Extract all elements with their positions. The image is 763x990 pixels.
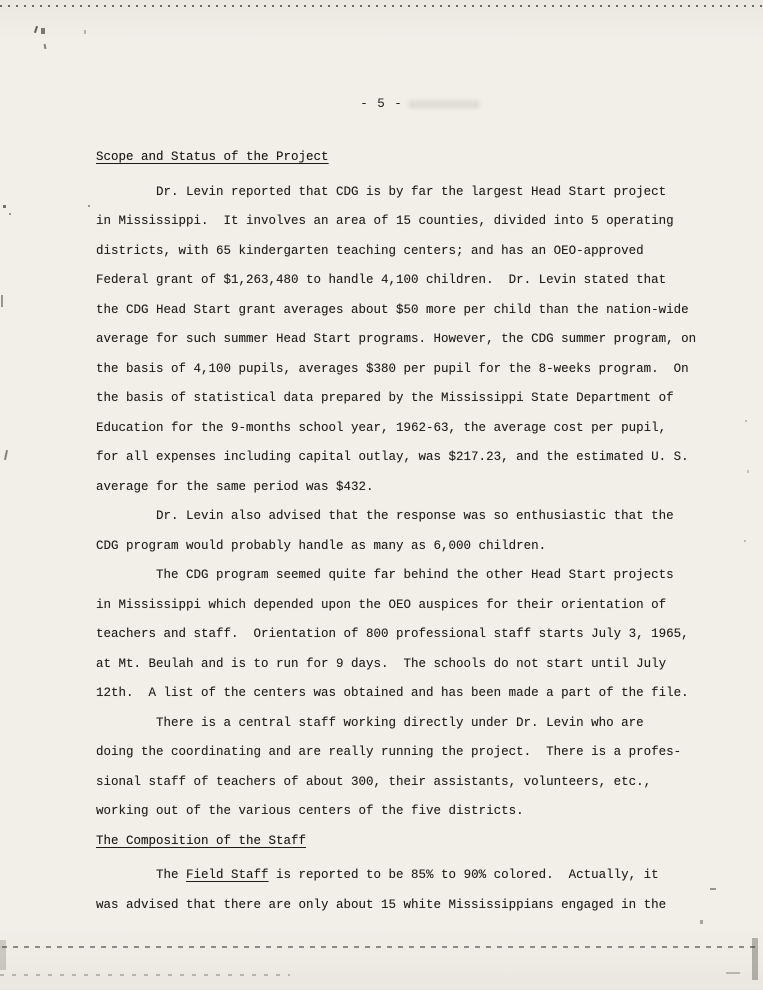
paragraph [96, 502, 710, 561]
text-segment: average for the same period was $432. [96, 479, 374, 494]
page-number: - 5 - [360, 97, 403, 111]
text-line [96, 207, 710, 237]
text-line [96, 861, 710, 891]
text-line [96, 296, 710, 326]
text-segment: at Mt. Beulah and is to run for 9 days. The schools do not start until July [96, 656, 667, 671]
text-line [96, 178, 710, 208]
text-segment: the basis of 4,100 pupils, averages $380 per pupil for the 8-weeks program. On [96, 361, 689, 376]
text-segment: in Mississippi which depended upon the OEO auspices for their orientation of [96, 597, 667, 612]
text-segment: working out of the various centers of the five districts. [96, 804, 524, 818]
paragraph [96, 861, 710, 920]
text-segment: in Mississippi. It involves an area of 15 counties, divided into 5 operating [96, 214, 674, 228]
scan-artifact-top-dots [0, 5, 763, 7]
text-line [96, 473, 710, 503]
underlined-text: Field Staff [186, 868, 269, 882]
scan-speck [752, 938, 758, 980]
text-line [96, 768, 710, 798]
scan-speck [726, 972, 740, 974]
text-segment: Education for the 9-months school year, 1962-63, the average cost per pupil, [96, 420, 667, 435]
text-line [96, 738, 710, 768]
scan-speck [84, 30, 86, 34]
text-segment: districts, with 65 kindergarten teaching centers; and has an OEO-approved [96, 243, 644, 258]
text-line [96, 443, 710, 473]
text-segment: the basis of statistical data prepared by the Mississippi State Department of [96, 391, 674, 405]
paragraph [96, 178, 710, 503]
paragraph [96, 561, 710, 709]
scan-speck [4, 450, 8, 460]
text-line [96, 561, 710, 591]
text-segment: the CDG Head Start grant averages about $50 more per child than the nation-wide [96, 302, 689, 317]
document-body [96, 143, 710, 920]
text-line [96, 650, 710, 680]
text-segment: Federal grant of $1,263,480 to handle 4,100 children. Dr. Levin stated that [96, 273, 667, 287]
text-line [96, 591, 710, 621]
scan-speck [747, 470, 749, 473]
scan-speck [0, 940, 6, 970]
text-line [96, 532, 710, 562]
text-segment: was advised that there are only about 15 white Mississippians engaged in the [96, 897, 667, 912]
text-line [96, 355, 710, 385]
text-segment: 12th. A list of the centers was obtained and has been made a part of the file. [96, 686, 689, 700]
scan-speck [41, 28, 45, 34]
text-line [96, 709, 710, 739]
section-heading: The Composition of the Staff [96, 833, 307, 848]
scan-smudge [408, 100, 480, 109]
text-line [96, 325, 710, 355]
scan-speck [700, 920, 703, 924]
scan-artifact-bottom-dashes-2 [0, 974, 290, 976]
scan-speck [1, 295, 3, 307]
text-line [96, 502, 710, 532]
text-segment: CDG program would probably handle as many as 6,000 children. [96, 538, 547, 553]
text-segment: The CDG program seemed quite far behind the other Head Start projects [156, 568, 674, 582]
scan-speck [745, 420, 747, 422]
text-line [96, 266, 710, 296]
scan-speck [88, 205, 90, 207]
text-line [96, 414, 710, 444]
scan-speck [3, 205, 6, 208]
scan-speck [710, 888, 716, 890]
text-line [96, 797, 710, 827]
scan-speck [44, 44, 47, 49]
text-segment: is reported to be 85% to 90% colored. Actually, it [268, 868, 659, 882]
section-heading: Scope and Status of the Project [96, 150, 329, 164]
scan-speck [9, 213, 11, 215]
text-segment: The [156, 868, 187, 882]
text-segment: teachers and staff. Orientation of 800 professional staff starts July 3, 1965, [96, 627, 689, 641]
text-segment: for all expenses including capital outlay, was $217.23, and the estimated U. S. [96, 450, 689, 464]
text-segment: sional staff of teachers of about 300, their assistants, volunteers, etc., [96, 774, 652, 789]
scan-speck [34, 26, 38, 33]
text-segment: doing the coordinating and are really running the project. There is a profes- [96, 745, 682, 759]
text-segment: Dr. Levin reported that CDG is by far the largest Head Start project [156, 184, 667, 199]
text-line [96, 679, 710, 709]
text-line [96, 891, 710, 921]
text-segment: Dr. Levin also advised that the response was so enthusiastic that the [156, 509, 674, 523]
scan-artifact-bottom-dashes [2, 946, 760, 948]
text-line [96, 620, 710, 650]
scan-speck [744, 540, 746, 542]
text-segment: There is a central staff working directly under Dr. Levin who are [156, 715, 644, 730]
paragraph [96, 709, 710, 827]
text-line [96, 384, 710, 414]
text-segment: average for such summer Head Start programs. However, the CDG summer program, on [96, 332, 697, 346]
text-line [96, 237, 710, 267]
